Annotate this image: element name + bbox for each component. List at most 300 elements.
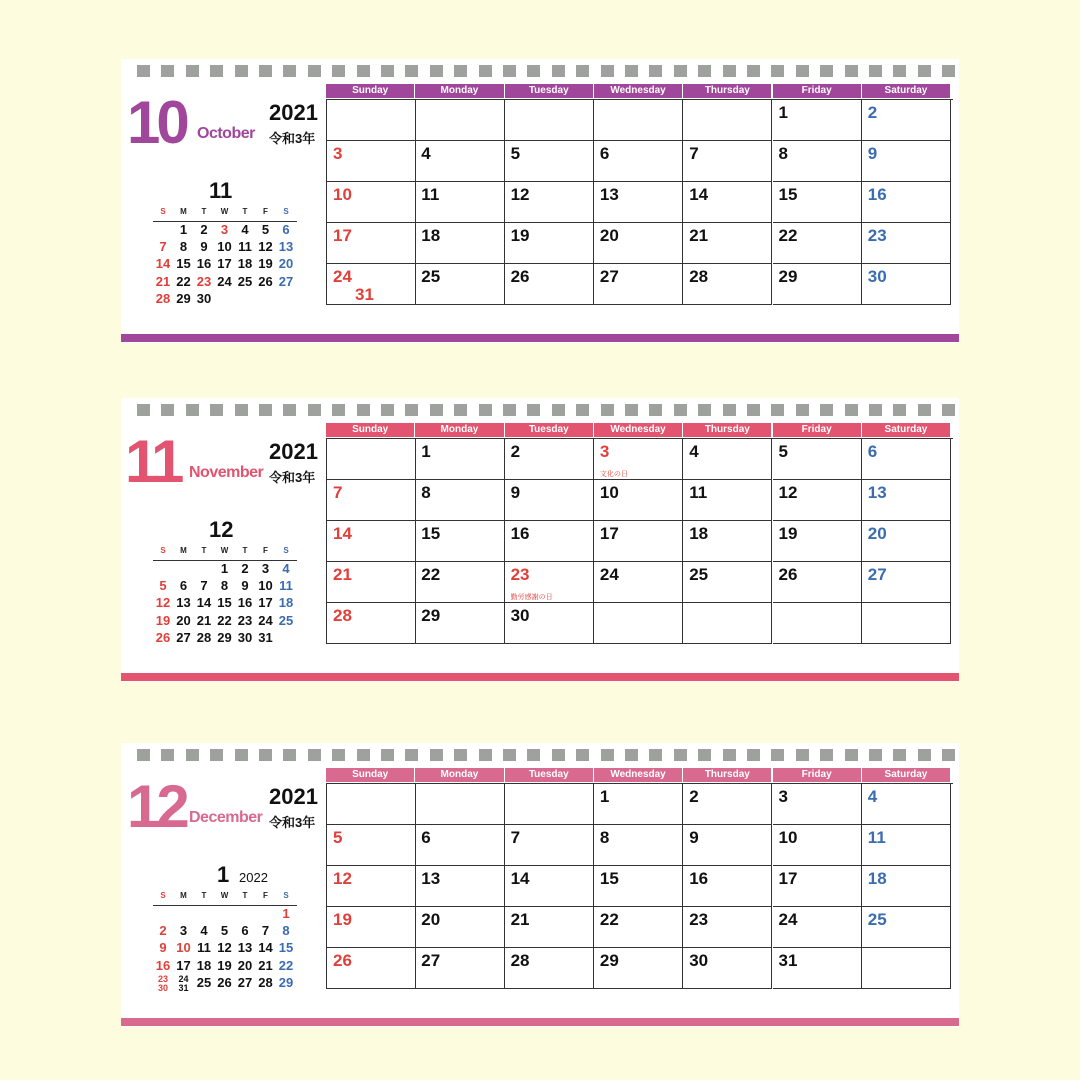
weekday-header-monday: Monday — [415, 84, 503, 98]
binding-hole — [576, 65, 589, 77]
day-number: 1 — [599, 787, 610, 806]
day-number: 1 — [778, 103, 788, 122]
day-number: 30 — [867, 267, 887, 286]
day-cell — [773, 825, 862, 866]
mini-day: 5 — [159, 578, 167, 594]
month-grid — [326, 423, 952, 644]
day-cell — [505, 603, 594, 644]
day-cell — [594, 439, 683, 480]
day-cell — [415, 907, 504, 948]
day-cell — [327, 562, 416, 603]
binding-hole — [893, 749, 906, 761]
mini-day: 7 — [200, 578, 208, 594]
binding-hole — [503, 404, 516, 416]
day-number: 14 — [689, 185, 709, 204]
binding-hole — [308, 404, 321, 416]
day-cell — [594, 562, 683, 603]
binding-hole — [747, 65, 760, 77]
day-cell — [862, 562, 951, 603]
mini-day: 29 — [217, 629, 232, 645]
day-cell — [773, 264, 862, 305]
day-number: 6 — [421, 828, 431, 847]
day-cell — [683, 264, 772, 305]
day-cell — [683, 480, 772, 521]
weekday-header-saturday: Saturday — [862, 768, 950, 782]
binding-hole — [723, 749, 736, 761]
weekday-header-monday: Monday — [415, 768, 503, 782]
binding-hole — [357, 65, 370, 77]
day-number: 1 — [421, 442, 431, 461]
day-number: 26 — [333, 951, 352, 970]
day-number: 31 — [778, 951, 798, 970]
mini-weekday-label: T — [242, 891, 248, 900]
day-number: 17 — [599, 524, 619, 543]
mini-day: 5 — [220, 923, 229, 939]
weekday-header-thursday: Thursday — [683, 84, 771, 98]
month-grid — [326, 84, 952, 305]
binding-hole — [479, 65, 492, 77]
day-number: 16 — [689, 869, 709, 888]
binding-hole — [235, 404, 248, 416]
day-cell — [505, 100, 594, 141]
mini-year-label: 2022 — [239, 870, 268, 885]
binding-hole — [283, 65, 296, 77]
day-number: 15 — [778, 185, 798, 204]
mini-day: 30 — [237, 629, 253, 645]
month-name: October — [197, 125, 255, 142]
mini-weekday-label: T — [242, 207, 248, 216]
mini-weekday-header — [153, 546, 297, 561]
day-number: 2 — [510, 442, 521, 461]
mini-day: 13 — [237, 940, 253, 956]
weekday-header-sunday: Sunday — [326, 423, 414, 437]
binding-hole — [454, 404, 467, 416]
day-number: 3 — [333, 144, 343, 163]
day-number: 2 — [867, 103, 878, 122]
day-cell — [505, 223, 594, 264]
mini-weekday-label: S — [283, 546, 289, 555]
accent-bar — [121, 1018, 959, 1026]
mini-day — [153, 975, 173, 993]
mini-day: 7 — [159, 239, 167, 255]
binding-hole — [820, 749, 833, 761]
binding-hole — [454, 65, 467, 77]
day-number: 11 — [867, 828, 886, 847]
binding-hole — [771, 65, 784, 77]
day-cell — [327, 948, 416, 989]
binding-strip — [137, 749, 943, 761]
day-number-combined: 31 — [355, 285, 374, 304]
binding-hole — [332, 65, 345, 77]
mini-weekday-header — [153, 207, 297, 222]
mini-day: 17 — [217, 256, 232, 272]
day-number: 30 — [510, 606, 530, 625]
day-number: 23 — [689, 910, 709, 929]
binding-hole — [796, 749, 809, 761]
day-cell — [683, 603, 772, 644]
day-number: 26 — [778, 565, 798, 584]
day-number: 30 — [689, 951, 709, 970]
weekday-header-friday: Friday — [773, 84, 861, 98]
binding-hole — [552, 65, 565, 77]
binding-hole — [918, 65, 931, 77]
mini-weekday-label: M — [180, 207, 187, 216]
mini-day: 11 — [279, 578, 293, 594]
weekday-header-row — [326, 84, 952, 98]
day-number: 18 — [689, 524, 709, 543]
day-cell — [862, 141, 951, 182]
binding-hole — [308, 749, 321, 761]
day-cell — [505, 264, 594, 305]
era-label: 令和3年 — [269, 470, 316, 485]
day-number: 3 — [778, 787, 788, 806]
mini-day: 22 — [278, 957, 294, 973]
day-number: 7 — [689, 144, 699, 163]
day-cell — [862, 603, 951, 644]
day-cell — [594, 182, 683, 223]
binding-hole — [210, 65, 223, 77]
day-number: 25 — [689, 565, 709, 584]
binding-hole — [576, 749, 589, 761]
day-cell — [862, 825, 951, 866]
day-number: 23 — [867, 226, 887, 245]
day-cell — [862, 264, 951, 305]
binding-hole — [796, 65, 809, 77]
month-card-december — [121, 743, 959, 1027]
binding-hole — [283, 404, 296, 416]
day-number: 26 — [510, 267, 530, 286]
binding-hole — [698, 749, 711, 761]
day-cell — [594, 866, 683, 907]
binding-hole — [942, 65, 955, 77]
binding-hole — [649, 404, 662, 416]
day-cell — [773, 562, 862, 603]
month-name: November — [189, 464, 264, 481]
day-cell — [862, 439, 951, 480]
day-cell — [505, 784, 594, 825]
mini-day: 25 — [237, 273, 253, 289]
mini-day: 27 — [278, 273, 294, 289]
binding-hole — [137, 65, 150, 77]
weekday-header-thursday: Thursday — [683, 768, 771, 782]
binding-hole — [430, 404, 443, 416]
mini-weekday-label: F — [263, 891, 268, 900]
weekday-header-sunday: Sunday — [326, 768, 414, 782]
year-label: 2021 — [269, 100, 318, 125]
holiday-label: 勤労感謝の日 — [510, 594, 553, 601]
day-number: 17 — [778, 869, 798, 888]
day-number: 12 — [333, 869, 352, 888]
mini-day: 6 — [179, 578, 188, 594]
mini-weekday-label: W — [220, 207, 229, 216]
mini-day: 27 — [237, 974, 253, 990]
mini-day: 11 — [197, 940, 211, 956]
day-cell — [683, 948, 772, 989]
day-cell — [327, 825, 416, 866]
binding-hole — [430, 749, 443, 761]
mini-day: 5 — [261, 222, 270, 237]
mini-weekday-label: T — [201, 891, 207, 900]
mini-day: 2 — [241, 561, 249, 576]
day-number: 8 — [421, 483, 431, 502]
day-number: 12 — [778, 483, 798, 502]
binding-hole — [235, 65, 248, 77]
day-cell — [862, 480, 951, 521]
day-cell — [683, 907, 772, 948]
day-cell — [505, 141, 594, 182]
binding-hole — [357, 749, 370, 761]
binding-hole — [918, 749, 931, 761]
mini-day: 26 — [217, 974, 232, 990]
day-number: 21 — [510, 910, 530, 929]
binding-strip — [137, 404, 943, 416]
day-cells — [326, 438, 953, 644]
day-cell — [594, 223, 683, 264]
mini-day: 19 — [258, 256, 273, 272]
binding-hole — [479, 749, 492, 761]
day-cell — [683, 182, 772, 223]
mini-day: 21 — [258, 957, 273, 973]
day-number: 29 — [421, 606, 441, 625]
binding-hole — [674, 404, 687, 416]
binding-hole — [527, 404, 540, 416]
day-cells — [326, 783, 953, 989]
binding-hole — [674, 65, 687, 77]
day-number: 6 — [599, 144, 610, 163]
weekday-header-row — [326, 768, 952, 782]
mini-day: 26 — [258, 273, 273, 289]
day-cell — [327, 784, 416, 825]
day-cell — [862, 866, 951, 907]
mini-day: 15 — [278, 940, 294, 956]
binding-hole — [893, 404, 906, 416]
binding-hole — [747, 749, 760, 761]
day-cell — [773, 866, 862, 907]
weekday-header-saturday: Saturday — [862, 423, 950, 437]
weekday-header-thursday: Thursday — [683, 423, 771, 437]
day-cell — [594, 603, 683, 644]
binding-hole — [698, 404, 711, 416]
mini-day: 6 — [282, 222, 290, 237]
mini-day: 8 — [282, 923, 290, 939]
mini-day-stacked: 31 — [178, 982, 189, 993]
weekday-header-sunday: Sunday — [326, 84, 414, 98]
mini-day: 28 — [196, 629, 212, 645]
day-number: 24 — [333, 267, 352, 286]
day-cell — [415, 825, 504, 866]
day-number: 11 — [421, 185, 440, 204]
day-cell — [327, 100, 416, 141]
binding-hole — [332, 404, 345, 416]
binding-hole — [186, 65, 199, 77]
day-number: 3 — [599, 442, 610, 461]
day-number: 15 — [599, 869, 619, 888]
day-cell — [415, 439, 504, 480]
mini-day: 6 — [241, 923, 249, 939]
day-cell — [773, 521, 862, 562]
binding-hole — [601, 749, 614, 761]
day-cell — [683, 100, 772, 141]
mini-day-stacked: 24 — [178, 973, 189, 984]
binding-hole — [625, 749, 638, 761]
era-label: 令和3年 — [269, 815, 316, 830]
mini-day: 4 — [200, 923, 208, 939]
day-cells — [326, 99, 953, 305]
mini-day: 12 — [155, 595, 171, 611]
day-cell — [773, 100, 862, 141]
weekday-header-row — [326, 423, 952, 437]
day-cell — [594, 907, 683, 948]
weekday-header-tuesday: Tuesday — [505, 84, 593, 98]
day-cell — [773, 141, 862, 182]
mini-day: 31 — [258, 629, 273, 645]
day-number: 20 — [599, 226, 619, 245]
mini-day: 1 — [220, 561, 229, 576]
day-number: 19 — [510, 226, 530, 245]
binding-hole — [601, 65, 614, 77]
day-number: 24 — [599, 565, 619, 584]
mini-day: 12 — [217, 940, 232, 956]
day-cell — [505, 825, 594, 866]
day-number: 17 — [333, 226, 352, 245]
mini-weekday-label: S — [160, 891, 166, 900]
binding-hole — [918, 404, 931, 416]
binding-hole — [771, 749, 784, 761]
binding-hole — [186, 749, 199, 761]
binding-hole — [259, 65, 272, 77]
day-number: 21 — [689, 226, 709, 245]
mini-weekday-label: M — [180, 891, 187, 900]
weekday-header-monday: Monday — [415, 423, 503, 437]
binding-hole — [723, 65, 736, 77]
binding-hole — [674, 749, 687, 761]
month-number: 10 — [127, 89, 186, 156]
mini-day: 7 — [261, 923, 270, 939]
year-label: 2021 — [269, 784, 318, 809]
day-cell — [683, 866, 772, 907]
binding-hole — [576, 404, 589, 416]
binding-hole — [845, 749, 858, 761]
day-number: 22 — [421, 565, 441, 584]
day-cell — [683, 562, 772, 603]
binding-hole — [747, 404, 760, 416]
day-cell — [773, 907, 862, 948]
day-number: 28 — [333, 606, 352, 625]
mini-day: 13 — [278, 239, 294, 255]
mini-day: 17 — [176, 957, 191, 973]
mini-day: 27 — [176, 629, 191, 645]
day-cell — [505, 521, 594, 562]
binding-hole — [527, 749, 540, 761]
mini-day: 18 — [237, 256, 253, 272]
day-cell — [327, 480, 416, 521]
day-number: 29 — [778, 267, 798, 286]
binding-hole — [381, 65, 394, 77]
mini-day — [174, 975, 194, 993]
mini-day: 13 — [176, 595, 191, 611]
mini-day: 10 — [176, 940, 191, 956]
mini-weekday-header — [153, 891, 297, 906]
day-cell — [327, 907, 416, 948]
mini-day: 14 — [258, 940, 273, 956]
mini-day: 3 — [179, 923, 188, 939]
mini-month-title: 11 — [209, 178, 233, 203]
mini-weekday-label: T — [201, 546, 207, 555]
day-number: 6 — [867, 442, 878, 461]
mini-day: 1 — [282, 906, 290, 921]
mini-day: 3 — [261, 561, 270, 576]
day-cell — [505, 948, 594, 989]
day-number: 14 — [510, 869, 530, 888]
day-number: 2 — [689, 787, 699, 806]
mini-weekday-label: T — [242, 546, 248, 555]
binding-hole — [357, 404, 370, 416]
day-number: 28 — [689, 267, 709, 286]
binding-hole — [942, 749, 955, 761]
binding-hole — [820, 404, 833, 416]
day-number: 27 — [867, 565, 887, 584]
day-number: 28 — [510, 951, 530, 970]
month-number: 12 — [127, 773, 186, 840]
mini-day: 2 — [159, 923, 167, 939]
mini-day: 9 — [200, 239, 208, 255]
day-number: 4 — [867, 787, 878, 806]
day-cell — [594, 480, 683, 521]
mini-day: 25 — [278, 612, 294, 628]
mini-weekday-label: T — [201, 207, 207, 216]
day-cell — [327, 521, 416, 562]
day-number: 18 — [867, 869, 887, 888]
day-cell — [505, 907, 594, 948]
day-cell — [862, 948, 951, 989]
weekday-header-tuesday: Tuesday — [505, 423, 593, 437]
mini-day: 21 — [196, 612, 212, 628]
day-cell — [862, 223, 951, 264]
day-number: 9 — [689, 828, 699, 847]
month-name: December — [189, 809, 263, 826]
day-cell — [594, 784, 683, 825]
day-cell — [683, 141, 772, 182]
binding-hole — [405, 65, 418, 77]
mini-day: 18 — [196, 957, 212, 973]
binding-hole — [893, 65, 906, 77]
day-cell — [415, 603, 504, 644]
day-cell — [594, 141, 683, 182]
day-cell — [773, 223, 862, 264]
mini-day: 14 — [155, 256, 171, 272]
binding-hole — [552, 749, 565, 761]
binding-hole — [723, 404, 736, 416]
binding-hole — [698, 65, 711, 77]
day-number: 25 — [421, 267, 441, 286]
day-cell — [327, 439, 416, 480]
mini-day: 21 — [155, 273, 171, 289]
binding-hole — [210, 404, 223, 416]
mini-day: 24 — [217, 273, 232, 289]
day-number: 5 — [333, 828, 343, 847]
mini-day: 8 — [220, 578, 229, 594]
binding-hole — [259, 749, 272, 761]
day-cell — [415, 223, 504, 264]
binding-hole — [186, 404, 199, 416]
month-grid — [326, 768, 952, 989]
year-label: 2021 — [269, 439, 318, 464]
binding-hole — [845, 404, 858, 416]
day-cell — [327, 866, 416, 907]
binding-hole — [601, 404, 614, 416]
mini-weekday-label: S — [160, 207, 166, 216]
mini-weekday-label: S — [283, 207, 289, 216]
